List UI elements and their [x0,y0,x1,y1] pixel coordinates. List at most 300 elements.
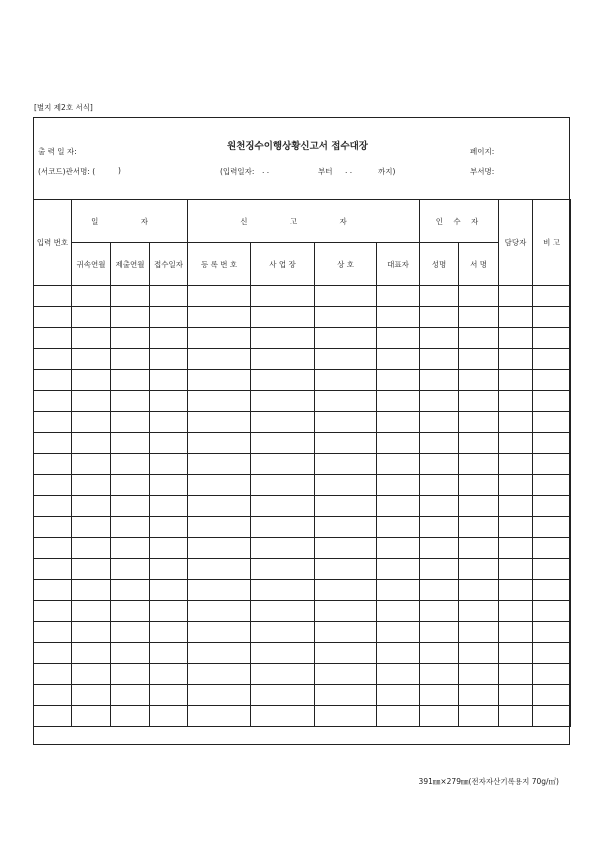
table-cell [533,643,571,664]
table-cell [34,580,72,601]
table-cell [111,307,150,328]
table-cell [533,538,571,559]
table-cell [111,370,150,391]
form-number-label: [별지 제2호 서식] [34,103,93,112]
table-cell [420,706,459,727]
header-registration-number: 등 록 번 호 [188,243,251,286]
table-cell [377,370,420,391]
table-cell [34,454,72,475]
header-representative: 대표자 [377,243,420,286]
table-cell [150,517,188,538]
table-cell [150,580,188,601]
table-cell [533,475,571,496]
table-cell [251,538,315,559]
table-cell [377,328,420,349]
table-cell [188,685,251,706]
table-cell [111,601,150,622]
table-cell [499,349,533,370]
table-cell [188,433,251,454]
table-cell [150,559,188,580]
header-remarks: 비 고 [533,200,571,286]
table-cell [72,475,111,496]
table-cell [188,601,251,622]
table-row [34,559,571,580]
header-entry-number: 입력 번호 [34,200,72,286]
table-cell [111,685,150,706]
table-cell [251,454,315,475]
table-cell [459,685,499,706]
table-cell [459,559,499,580]
table-cell [377,391,420,412]
table-cell [459,475,499,496]
table-cell [499,517,533,538]
table-cell [34,622,72,643]
table-cell [459,496,499,517]
office-code-close-paren: ) [118,166,121,175]
table-cell [188,307,251,328]
table-cell [377,307,420,328]
table-cell [315,685,377,706]
table-cell [315,538,377,559]
table-cell [72,664,111,685]
table-cell [420,517,459,538]
table-cell [420,307,459,328]
table-cell [533,559,571,580]
table-row [34,622,571,643]
table-cell [111,559,150,580]
header-officer: 담당자 [499,200,533,286]
table-cell [111,517,150,538]
header-receiver-signature: 서 명 [459,243,499,286]
table-cell [459,664,499,685]
table-cell [315,664,377,685]
table-cell [34,328,72,349]
table-cell [315,349,377,370]
table-cell [315,706,377,727]
table-cell [420,286,459,307]
table-cell [72,559,111,580]
table-cell [377,601,420,622]
table-cell [111,706,150,727]
table-cell [315,643,377,664]
table-cell [459,706,499,727]
table-row [34,706,571,727]
header-workplace: 사 업 장 [251,243,315,286]
table-cell [377,685,420,706]
table-cell [111,643,150,664]
header-receiver-group: 인 수 자 [420,200,499,243]
table-row [34,538,571,559]
table-cell [533,412,571,433]
table-cell [499,328,533,349]
table-cell [377,538,420,559]
table-cell [188,328,251,349]
table-cell [533,391,571,412]
table-cell [150,433,188,454]
table-cell [315,517,377,538]
table-cell [459,622,499,643]
table-cell [459,307,499,328]
table-cell [251,349,315,370]
table-cell [72,685,111,706]
table-cell [72,307,111,328]
table-cell [188,538,251,559]
table-row [34,601,571,622]
table-cell [188,622,251,643]
table-cell [420,538,459,559]
table-cell [420,433,459,454]
table-cell [459,433,499,454]
table-cell [377,664,420,685]
table-cell [150,454,188,475]
table-cell [499,286,533,307]
output-date-label: 출 력 일 자: [38,147,77,156]
table-cell [72,328,111,349]
table-cell [377,580,420,601]
table-cell [72,580,111,601]
table-cell [251,643,315,664]
table-cell [150,643,188,664]
table-cell [459,286,499,307]
table-cell [188,559,251,580]
table-cell [533,664,571,685]
table-cell [111,433,150,454]
table-cell [188,370,251,391]
table-cell [72,412,111,433]
table-cell [377,433,420,454]
table-cell [111,475,150,496]
table-cell [459,412,499,433]
entry-period-end-date: . . [345,166,353,175]
department-label: 부서명: [470,167,495,176]
table-cell [499,391,533,412]
table-cell [72,601,111,622]
table-cell [72,391,111,412]
office-code-label: (서코드)관서명: ( [38,167,96,176]
table-cell [188,580,251,601]
table-cell [377,643,420,664]
table-cell [420,601,459,622]
table-cell [533,286,571,307]
table-cell [150,538,188,559]
table-cell [72,454,111,475]
table-row [34,391,571,412]
table-cell [72,643,111,664]
table-cell [111,286,150,307]
table-cell [533,685,571,706]
table-cell [499,475,533,496]
table-cell [34,685,72,706]
table-cell [499,538,533,559]
table-cell [34,349,72,370]
table-row [34,685,571,706]
entry-period-start-date: . . [262,166,270,175]
table-cell [315,286,377,307]
table-cell [150,622,188,643]
table-cell [34,643,72,664]
table-cell [188,664,251,685]
table-cell [111,580,150,601]
table-cell [533,433,571,454]
table-cell [499,454,533,475]
table-cell [459,580,499,601]
table-row [34,412,571,433]
table-cell [499,433,533,454]
table-cell [150,475,188,496]
header-filer-group: 신 고 자 [188,200,420,243]
table-cell [251,517,315,538]
table-cell [420,412,459,433]
table-row [34,664,571,685]
table-cell [459,643,499,664]
table-cell [251,601,315,622]
table-cell [251,391,315,412]
table-cell [377,706,420,727]
table-cell [111,664,150,685]
table-cell [420,622,459,643]
table-cell [377,412,420,433]
table-cell [188,517,251,538]
table-cell [34,475,72,496]
table-cell [251,580,315,601]
page-title: 원천징수이행상황신고서 접수대장 [227,141,368,152]
table-cell [34,370,72,391]
table-cell [34,706,72,727]
table-cell [499,706,533,727]
table-cell [188,496,251,517]
table-row [34,328,571,349]
header-submit-month: 제출연월 [111,243,150,286]
table-row [34,454,571,475]
header-receipt-date: 접수일자 [150,243,188,286]
table-cell [533,349,571,370]
table-row [34,349,571,370]
table-cell [111,328,150,349]
entry-period-from-label: 부터 [318,167,333,176]
table-cell [150,328,188,349]
table-cell [188,349,251,370]
table-cell [111,622,150,643]
table-cell [150,349,188,370]
table-cell [111,391,150,412]
table-cell [533,601,571,622]
table-row [34,286,571,307]
table-cell [72,517,111,538]
table-cell [459,601,499,622]
table-cell [111,538,150,559]
table-cell [377,349,420,370]
table-row [34,307,571,328]
table-cell [377,475,420,496]
table-cell [533,328,571,349]
table-cell [315,370,377,391]
table-cell [34,517,72,538]
table-cell [72,433,111,454]
table-cell [420,664,459,685]
table-cell [251,664,315,685]
table-cell [111,412,150,433]
table-cell [533,454,571,475]
table-cell [150,706,188,727]
table-row [34,496,571,517]
table-cell [150,286,188,307]
table-cell [72,349,111,370]
table-cell [420,559,459,580]
table-cell [499,496,533,517]
table-cell [188,706,251,727]
table-cell [420,475,459,496]
entry-period-label: (입력일자: [220,167,255,176]
table-row [34,433,571,454]
table-cell [499,643,533,664]
table-cell [315,559,377,580]
table-cell [188,391,251,412]
table-cell [315,307,377,328]
table-cell [251,475,315,496]
table-cell [150,412,188,433]
table-cell [188,643,251,664]
table-cell [150,685,188,706]
table-cell [34,559,72,580]
table-cell [72,496,111,517]
table-cell [72,538,111,559]
table-cell [459,517,499,538]
table-cell [377,454,420,475]
table-cell [188,454,251,475]
table-cell [34,307,72,328]
table-cell [499,412,533,433]
table-cell [499,601,533,622]
header-company-name: 상 호 [315,243,377,286]
table-cell [499,664,533,685]
table-cell [34,601,72,622]
table-cell [251,559,315,580]
table-cell [188,286,251,307]
table-cell [251,307,315,328]
table-cell [251,706,315,727]
table-row [34,370,571,391]
table-cell [377,559,420,580]
table-cell [251,370,315,391]
table-cell [34,664,72,685]
table-cell [150,391,188,412]
table-cell [251,685,315,706]
table-cell [150,664,188,685]
table-cell [251,622,315,643]
table-cell [111,496,150,517]
table-cell [188,412,251,433]
table-cell [499,370,533,391]
table-cell [315,580,377,601]
table-cell [420,391,459,412]
table-cell [533,706,571,727]
table-cell [150,307,188,328]
table-cell [420,685,459,706]
table-cell [34,538,72,559]
table-cell [533,517,571,538]
table-cell [377,517,420,538]
ledger-body [34,286,571,727]
table-cell [377,496,420,517]
table-cell [315,433,377,454]
table-cell [459,454,499,475]
table-cell [251,433,315,454]
table-cell [251,496,315,517]
table-cell [377,286,420,307]
header-dates-group: 일 자 [72,200,188,243]
table-cell [34,433,72,454]
table-cell [315,328,377,349]
receipt-ledger-table [33,199,571,727]
table-row [34,475,571,496]
table-cell [420,349,459,370]
table-cell [315,601,377,622]
table-cell [72,706,111,727]
table-cell [150,601,188,622]
table-cell [34,496,72,517]
table-cell [188,475,251,496]
table-row [34,643,571,664]
header-receiver-name: 성명 [420,243,459,286]
table-cell [34,391,72,412]
page-number-label: 페이지: [470,147,495,156]
table-cell [111,349,150,370]
table-cell [111,454,150,475]
table-cell [499,685,533,706]
table-cell [533,622,571,643]
table-row [34,517,571,538]
table-cell [459,328,499,349]
table-cell [315,496,377,517]
table-cell [420,328,459,349]
table-cell [459,349,499,370]
table-cell [34,412,72,433]
table-cell [420,496,459,517]
table-cell [150,496,188,517]
table-cell [499,307,533,328]
table-cell [315,475,377,496]
table-cell [499,559,533,580]
header-belong-month: 귀속연월 [72,243,111,286]
table-cell [315,412,377,433]
table-cell [315,391,377,412]
table-cell [420,370,459,391]
table-cell [533,370,571,391]
table-cell [533,307,571,328]
table-cell [459,370,499,391]
table-cell [315,622,377,643]
table-cell [34,286,72,307]
table-cell [72,370,111,391]
table-cell [499,622,533,643]
table-cell [150,370,188,391]
table-cell [459,391,499,412]
table-cell [251,328,315,349]
table-cell [420,580,459,601]
table-cell [72,622,111,643]
table-cell [499,580,533,601]
table-cell [315,454,377,475]
entry-period-to-label: 까지) [378,167,396,176]
table-cell [533,580,571,601]
table-cell [251,412,315,433]
table-row [34,580,571,601]
table-cell [72,286,111,307]
table-cell [377,622,420,643]
table-cell [459,538,499,559]
table-cell [420,643,459,664]
table-cell [533,496,571,517]
